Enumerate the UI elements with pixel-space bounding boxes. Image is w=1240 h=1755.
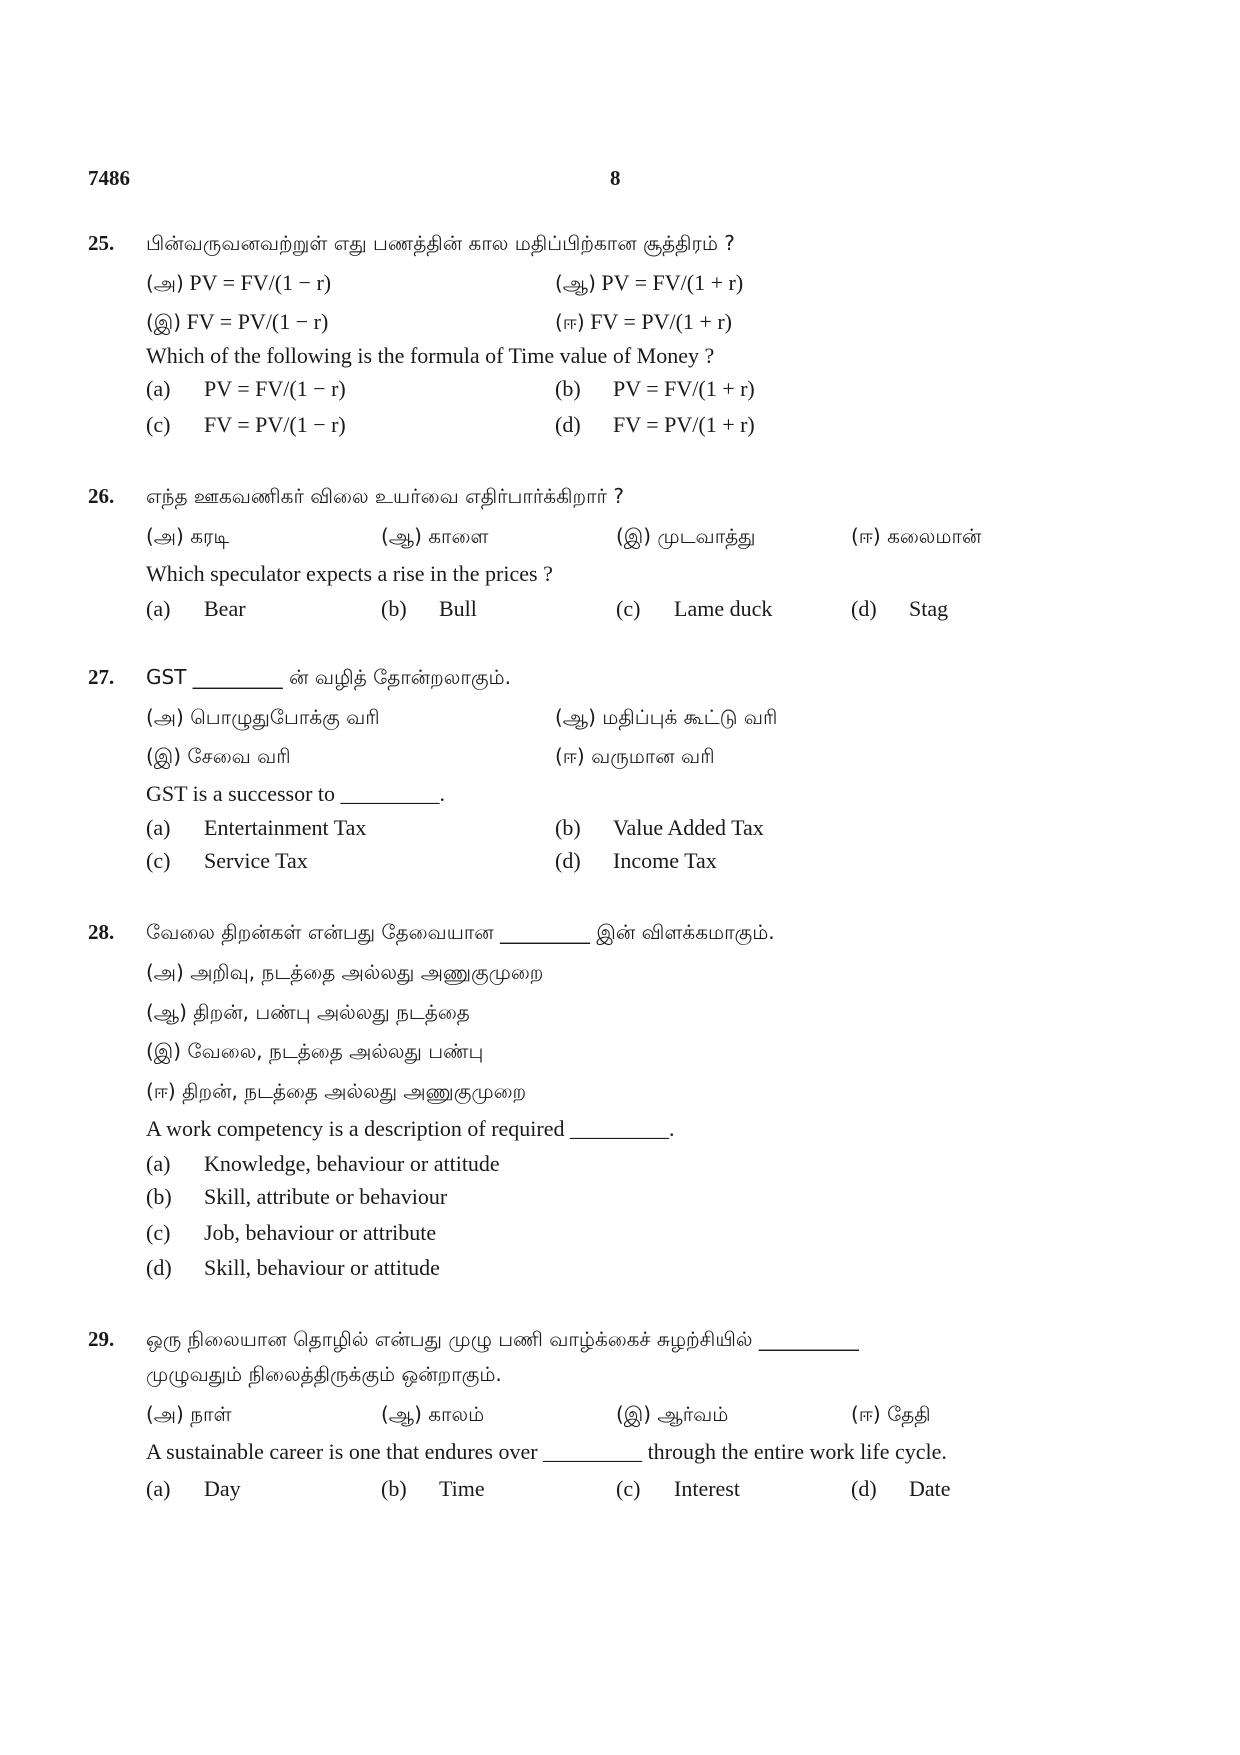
tamil-option-d (555, 309, 732, 337)
option-label: (ஆ) (555, 705, 596, 729)
tamil-option-c (616, 524, 756, 551)
option-text: அறிவு, நடத்தை அல்லது அணுகுமுறை (190, 960, 544, 984)
tamil-option-d (146, 1079, 526, 1106)
english-stem: GST is a successor to _________. (146, 781, 446, 806)
english-option-b: (b) (555, 376, 581, 401)
english-option-b-text: PV = FV/(1 + r) (613, 376, 755, 401)
question-number: 28. (88, 920, 115, 944)
english-option-b-text: Value Added Tax (613, 815, 764, 840)
option-text: வேலை, நடத்தை அல்லது பண்பு (187, 1039, 484, 1063)
english-option-c-text: Service Tax (204, 848, 308, 873)
option-text: கரடி (190, 524, 230, 548)
option-text: திறன், பண்பு அல்லது நடத்தை (193, 1000, 470, 1024)
question-number: 26. (88, 484, 115, 508)
english-option-d-text: Date (909, 1476, 951, 1501)
question-number: 27. (88, 665, 115, 689)
tamil-option-b (555, 705, 777, 732)
option-label: (ஈ) (555, 310, 585, 334)
english-option-d-text: FV = PV/(1 + r) (613, 412, 755, 437)
english-option-a: (a) (146, 596, 171, 621)
english-option-c-text: Lame duck (674, 596, 773, 621)
english-option-c-text: FV = PV/(1 − r) (204, 412, 346, 437)
english-option-a: (a) (146, 815, 171, 840)
english-option-d-text: Skill, behaviour or attitude (204, 1255, 440, 1280)
tamil-option-a (146, 524, 229, 551)
tamil-option-a (146, 705, 380, 732)
option-text: திறன், நடத்தை அல்லது அணுகுமுறை (182, 1079, 527, 1103)
english-option-d-text: Income Tax (613, 848, 717, 873)
option-label: (ஆ) (381, 524, 422, 548)
option-label: (ஆ) (146, 1000, 187, 1024)
option-label: (ஈ) (555, 744, 585, 768)
tamil-stem-line-1: ஒரு நிலையான தொழில் என்பது முழு பணி வாழ்க்கைச் சுழற்சியில் __________ (146, 1327, 859, 1351)
option-label: (இ) (616, 1402, 652, 1426)
tamil-option-c (146, 309, 328, 337)
english-option-a-text: Day (204, 1476, 241, 1501)
english-option-a-text: Bear (204, 596, 246, 621)
english-option-c: (c) (616, 1476, 641, 1501)
option-label: (அ) (146, 524, 184, 548)
english-option-a-text: Knowledge, behaviour or attitude (204, 1151, 500, 1176)
question-number: 29. (88, 1327, 115, 1351)
tamil-stem: GST _________ ன் வழித் தோன்றலாகும். (146, 665, 511, 689)
option-text: ஆர்வம் (657, 1402, 729, 1426)
option-label: (இ) (146, 310, 182, 334)
english-option-a-text: Entertainment Tax (204, 815, 367, 840)
option-label: (அ) (146, 960, 184, 984)
tamil-option-d (555, 744, 715, 771)
english-option-b-text: Bull (439, 596, 477, 621)
tamil-stem-line-2: முழுவதும் நிலைத்திருக்கும் ஒன்றாகும். (146, 1362, 502, 1386)
tamil-option-d (851, 1402, 931, 1429)
tamil-stem: பின்வருவனவற்றுள் எது பணத்தின் கால மதிப்பிற்கான சூத்திரம் ? (146, 231, 735, 255)
tamil-option-c (146, 1039, 483, 1066)
tamil-option-b (381, 524, 488, 551)
english-option-c-text: Job, behaviour or attribute (204, 1220, 437, 1245)
option-label: (அ) (146, 1402, 184, 1426)
english-option-d: (d) (555, 848, 581, 873)
english-option-c: (c) (146, 412, 171, 437)
english-option-a: (a) (146, 1476, 171, 1501)
option-text: காளை (428, 524, 489, 548)
english-stem: A sustainable career is one that endures over _________ through the entire work life cycle. (146, 1439, 947, 1464)
option-text: FV = PV/(1 + r) (590, 309, 732, 334)
english-option-c-text: Interest (674, 1476, 740, 1501)
option-label: (இ) (146, 1039, 182, 1063)
option-text: PV = FV/(1 − r) (189, 270, 332, 295)
tamil-stem: வேலை திறன்கள் என்பது தேவையான _________ இன் விளக்கமாகும். (146, 920, 775, 944)
tamil-option-a (146, 1402, 232, 1429)
english-option-d: (d) (851, 596, 877, 621)
english-option-b-text: Time (439, 1476, 485, 1501)
tamil-option-c (146, 744, 291, 771)
english-option-b: (b) (146, 1184, 172, 1209)
option-label: (அ) (146, 271, 184, 295)
option-text: வருமான வரி (591, 744, 715, 768)
english-stem: Which speculator expects a rise in the prices ? (146, 561, 553, 586)
english-option-c: (c) (146, 848, 171, 873)
option-label: (அ) (146, 705, 184, 729)
option-text: பொழுதுபோக்கு வரி (190, 705, 380, 729)
english-option-b: (b) (381, 1476, 407, 1501)
page-number: 8 (610, 166, 621, 190)
option-label: (இ) (616, 524, 652, 548)
option-label: (ஆ) (555, 271, 596, 295)
english-option-b: (b) (555, 815, 581, 840)
option-text: கலைமான் (887, 524, 982, 548)
english-stem: A work competency is a description of required _________. (146, 1116, 675, 1141)
english-option-a-text: PV = FV/(1 − r) (204, 376, 346, 401)
option-text: சேவை வரி (187, 744, 291, 768)
english-option-a: (a) (146, 1151, 171, 1176)
option-text: தேதி (887, 1402, 931, 1426)
english-stem: Which of the following is the formula of Time value of Money ? (146, 343, 715, 368)
tamil-option-a (146, 960, 543, 987)
question-number: 25. (88, 231, 115, 255)
option-label: (ஈ) (851, 524, 881, 548)
option-text: மதிப்புக் கூட்டு வரி (602, 705, 778, 729)
english-option-a: (a) (146, 376, 171, 401)
option-text: நாள் (190, 1402, 232, 1426)
tamil-option-b (381, 1402, 484, 1429)
english-option-c: (c) (616, 596, 641, 621)
tamil-option-b (146, 1000, 470, 1027)
english-option-d-text: Stag (909, 596, 949, 621)
english-option-c: (c) (146, 1220, 171, 1245)
tamil-option-d (851, 524, 981, 551)
option-label: (ஈ) (146, 1079, 176, 1103)
tamil-option-c (616, 1402, 728, 1429)
tamil-option-b (555, 270, 743, 298)
option-label: (ஆ) (381, 1402, 422, 1426)
option-text: காலம் (428, 1402, 485, 1426)
english-option-b-text: Skill, attribute or behaviour (204, 1184, 448, 1209)
english-option-b: (b) (381, 596, 407, 621)
tamil-stem: எந்த ஊகவணிகர் விலை உயர்வை எதிர்பார்க்கிறார் ? (146, 484, 624, 508)
option-label: (இ) (146, 744, 182, 768)
option-text: முடவாத்து (657, 524, 756, 548)
english-option-d: (d) (555, 412, 581, 437)
tamil-option-a (146, 270, 331, 298)
paper-code: 7486 (88, 166, 130, 190)
english-option-d: (d) (146, 1255, 172, 1280)
option-text: FV = PV/(1 − r) (186, 309, 329, 334)
english-option-d: (d) (851, 1476, 877, 1501)
option-label: (ஈ) (851, 1402, 881, 1426)
option-text: PV = FV/(1 + r) (601, 270, 744, 295)
